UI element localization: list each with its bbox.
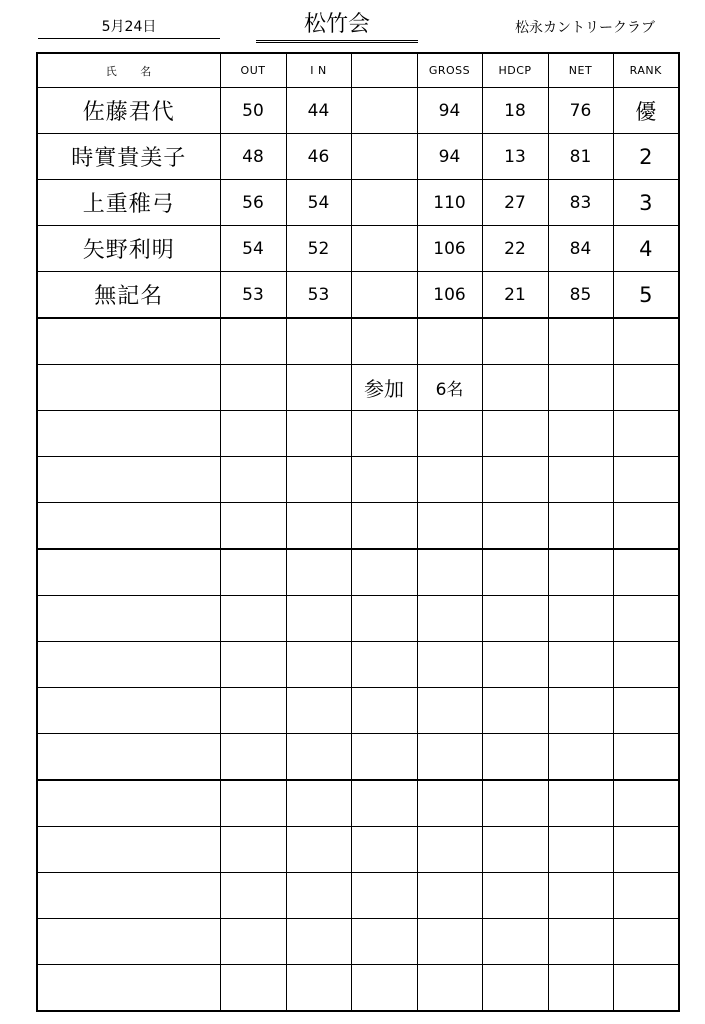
in-score: 54 bbox=[286, 180, 351, 226]
col-header-blank bbox=[351, 53, 417, 88]
out-score: 54 bbox=[220, 226, 286, 272]
empty-row bbox=[37, 596, 679, 642]
col-header-gross: GROSS bbox=[417, 53, 482, 88]
player-name: 矢野利明 bbox=[37, 226, 220, 272]
blank-cell bbox=[351, 134, 417, 180]
hdcp-value: 21 bbox=[482, 272, 548, 319]
col-header-hdcp: HDCP bbox=[482, 53, 548, 88]
empty-row bbox=[37, 873, 679, 919]
blank-cell bbox=[351, 226, 417, 272]
blank-cell bbox=[351, 272, 417, 319]
rank-value: 優 bbox=[613, 88, 679, 134]
table-row bbox=[37, 134, 679, 180]
empty-row bbox=[37, 734, 679, 781]
player-name: 時實貴美子 bbox=[37, 134, 220, 180]
rank-value: 3 bbox=[613, 180, 679, 226]
empty-row bbox=[37, 965, 679, 1012]
col-header-out: OUT bbox=[220, 53, 286, 88]
col-header-net: NET bbox=[548, 53, 613, 88]
table-row bbox=[37, 88, 679, 134]
empty-row bbox=[37, 827, 679, 873]
score-table bbox=[36, 52, 680, 1012]
empty-row bbox=[37, 919, 679, 965]
in-score: 53 bbox=[286, 272, 351, 319]
table-row bbox=[37, 272, 679, 319]
club-name: 松永カントリークラブ bbox=[515, 20, 655, 36]
col-header-rank: RANK bbox=[613, 53, 679, 88]
table-row bbox=[37, 226, 679, 272]
in-score: 46 bbox=[286, 134, 351, 180]
empty-row bbox=[37, 318, 679, 365]
gross-score: 94 bbox=[417, 134, 482, 180]
date-label: 5月24日 bbox=[38, 16, 220, 39]
net-score: 85 bbox=[548, 272, 613, 319]
empty-row bbox=[37, 411, 679, 457]
in-score: 52 bbox=[286, 226, 351, 272]
col-header-name: 氏 名 bbox=[37, 53, 220, 88]
in-score: 44 bbox=[286, 88, 351, 134]
out-score: 56 bbox=[220, 180, 286, 226]
player-name: 上重稚弓 bbox=[37, 180, 220, 226]
blank-cell bbox=[351, 180, 417, 226]
blank-cell bbox=[351, 88, 417, 134]
empty-row bbox=[37, 457, 679, 503]
rank-value: 2 bbox=[613, 134, 679, 180]
rank-value: 4 bbox=[613, 226, 679, 272]
empty-row bbox=[37, 503, 679, 550]
net-score: 83 bbox=[548, 180, 613, 226]
empty-row bbox=[37, 780, 679, 827]
empty-row bbox=[37, 642, 679, 688]
col-header-in: I N bbox=[286, 53, 351, 88]
participants-label: 参加 bbox=[351, 365, 417, 411]
gross-score: 106 bbox=[417, 226, 482, 272]
out-score: 53 bbox=[220, 272, 286, 319]
participants-row bbox=[37, 365, 679, 411]
hdcp-value: 13 bbox=[482, 134, 548, 180]
gross-score: 106 bbox=[417, 272, 482, 319]
header-row bbox=[37, 53, 679, 88]
empty-row bbox=[37, 688, 679, 734]
rank-value: 5 bbox=[613, 272, 679, 319]
player-name: 無記名 bbox=[37, 272, 220, 319]
net-score: 81 bbox=[548, 134, 613, 180]
out-score: 50 bbox=[220, 88, 286, 134]
out-score: 48 bbox=[220, 134, 286, 180]
player-name: 佐藤君代 bbox=[37, 88, 220, 134]
empty-row bbox=[37, 549, 679, 596]
table-row bbox=[37, 180, 679, 226]
hdcp-value: 22 bbox=[482, 226, 548, 272]
page-title: 松竹会 bbox=[256, 10, 418, 43]
net-score: 84 bbox=[548, 226, 613, 272]
net-score: 76 bbox=[548, 88, 613, 134]
gross-score: 110 bbox=[417, 180, 482, 226]
gross-score: 94 bbox=[417, 88, 482, 134]
hdcp-value: 18 bbox=[482, 88, 548, 134]
participants-count: 6名 bbox=[417, 365, 482, 411]
hdcp-value: 27 bbox=[482, 180, 548, 226]
